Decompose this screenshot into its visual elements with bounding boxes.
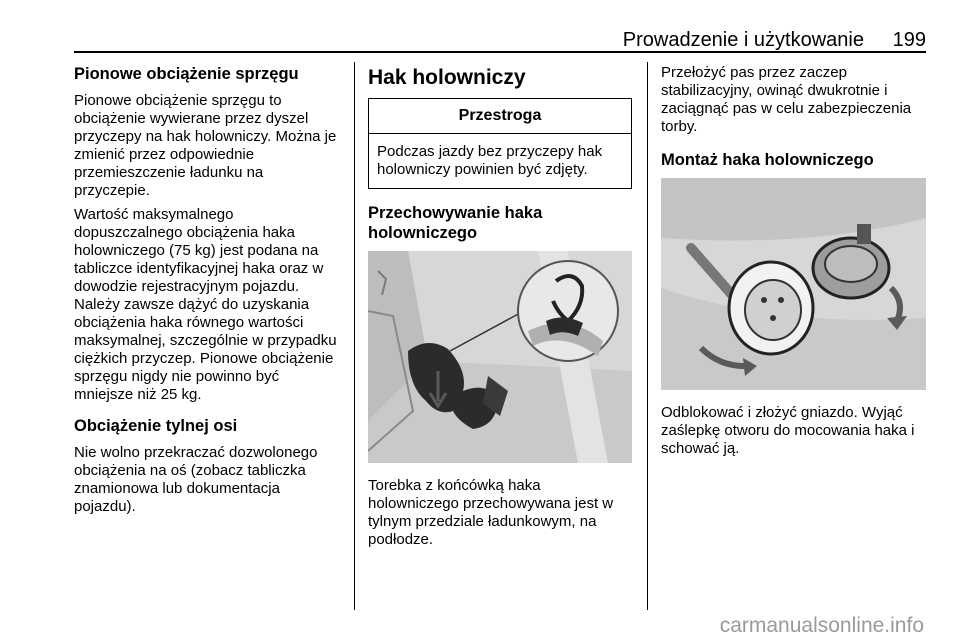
column-divider-2 xyxy=(647,62,648,610)
column-divider-1 xyxy=(354,62,355,610)
paragraph-storage: Torebka z końcówką haka holowniczego przechowywana jest w tylnym przedziale ładunkowym, na podłodze. xyxy=(368,477,614,548)
paragraph-strap: Przełożyć pas przez zaczep stabilizacyjny, owinąć dwukrotnie i zaciągnąć pas w celu zabezpieczenia torby. xyxy=(661,64,912,135)
heading-tow-hitch: Hak holowniczy xyxy=(368,66,526,89)
column-2 xyxy=(368,64,632,555)
column-1 xyxy=(74,64,340,522)
column-3 xyxy=(661,64,926,464)
figure-storage-bag xyxy=(368,251,632,463)
figure-socket xyxy=(661,178,926,390)
socket-illustration xyxy=(661,178,926,390)
paragraph-socket: Odblokować i złożyć gniazdo. Wyjąć zaślepkę otworu do mocowania haka i schować ją. xyxy=(661,404,915,457)
watermark: carmanualsonline.info xyxy=(719,614,924,637)
heading-rear-axle-load: Obciążenie tylnej osi xyxy=(74,417,238,435)
caution-box xyxy=(368,98,632,189)
paragraph-tongue-load: Pionowe obciążenie sprzęgu to obciążenie wywierane przez dyszel przyczepy na hak holowniczy. Można je zmienić przez odpowiednie przemieszczenie ładunku na przyczepie. xyxy=(74,92,337,199)
heading-mounting: Montaż haka holowniczego xyxy=(661,151,874,169)
header-rule xyxy=(74,51,926,53)
paragraph-max-load: Wartość maksymalnego dopuszczalnego obciążenia haka holowniczego (75 kg) jest podana na tabliczce identyfikacyjnej haka oraz w dowodzie rejestracyjnym pojazdu. Należy zawsze dążyć do uzyskania obciążenia haka równego wartości maksymalnej, szczególnie w przypadku ciężkich przyczep. Pionowe obciążenie sprzęgu nigdy nie powinno być mniejsze niż 25 kg. xyxy=(74,206,337,403)
caution-title: Przestroga xyxy=(369,99,631,134)
storage-bag-illustration xyxy=(368,251,632,463)
page-number: 199 xyxy=(892,29,926,51)
header-title: Prowadzenie i użytkowanie xyxy=(622,29,864,51)
paragraph-rear-axle: Nie wolno przekraczać dozwolonego obciążenia na oś (zobacz tabliczka znamionowa lub dokumentacja pojazdu). xyxy=(74,444,318,515)
caution-text: Podczas jazdy bez przyczepy hak holowniczy powinien być zdjęty. xyxy=(377,143,603,178)
heading-tongue-load: Pionowe obciążenie sprzęgu xyxy=(74,65,299,83)
page-header xyxy=(74,28,926,52)
heading-storage: Przechowywanie haka holowniczego xyxy=(368,204,543,242)
